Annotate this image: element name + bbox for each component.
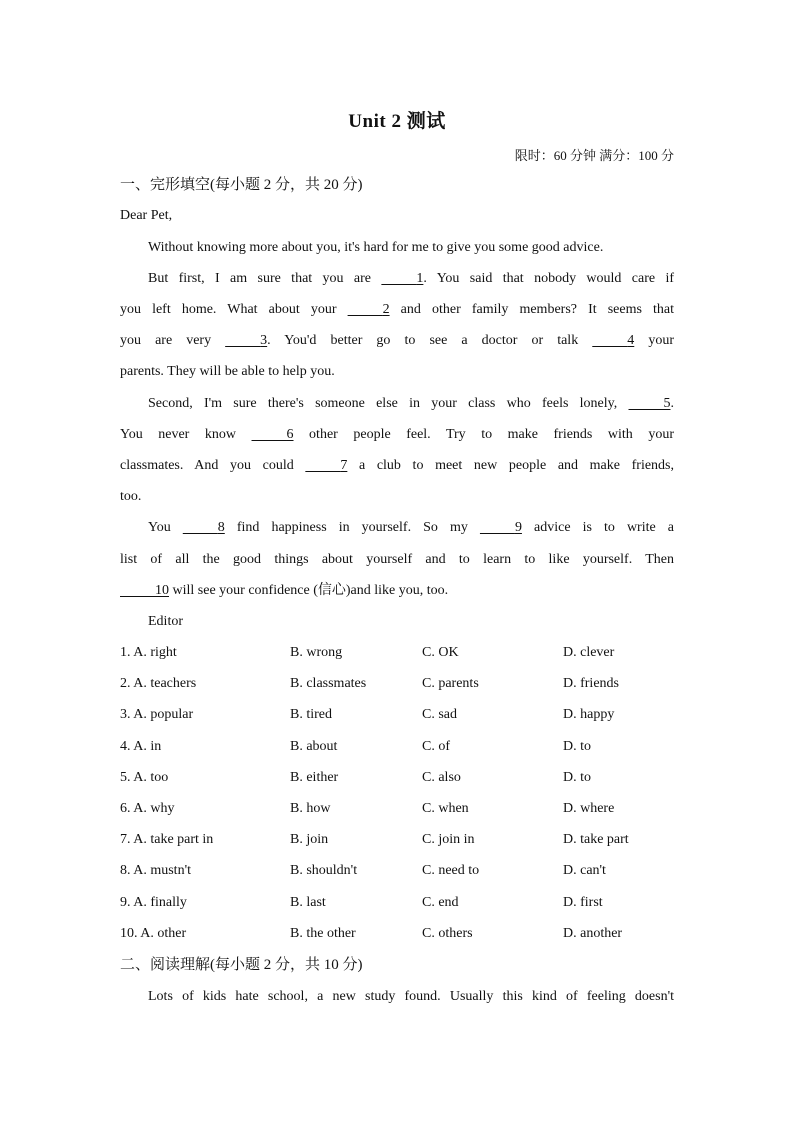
blank-number: 3	[260, 333, 268, 348]
text-segment: . You'd better go to see a doctor or talk	[267, 333, 593, 348]
option-c: C. OK	[422, 645, 459, 660]
text-segment: your	[634, 333, 674, 348]
option-row	[120, 768, 680, 788]
blank-8	[183, 518, 225, 538]
text-segment: will see your confidence (信心)and like you, too.	[169, 583, 449, 598]
passage-line: list of all the good things about yourself and to learn to like yourself. Then	[120, 552, 674, 567]
blank-number: 8	[217, 520, 225, 535]
option-b: B. either	[290, 769, 339, 785]
section-heading-reading: 二、阅读理解(每小题 2 分，共 10 分)	[120, 957, 363, 973]
text-segment: and other family members? It seems that	[389, 302, 674, 317]
section-heading-cloze: 一、完形填空(每小题 2 分，共 20 分)	[120, 177, 363, 193]
option-row	[120, 924, 680, 944]
option-a: 2. A. teachers	[120, 676, 197, 692]
blank-number: 10	[155, 583, 169, 598]
text-segment: . You said that nobody would care if	[423, 271, 675, 286]
option-b: B. classmates	[290, 676, 367, 692]
option-a: 8. A. mustn't	[120, 863, 191, 879]
option-row	[120, 674, 680, 694]
option-a: 10. A. other	[120, 925, 187, 941]
option-c: C. parents	[422, 676, 479, 692]
option-b: B. last	[290, 894, 326, 910]
passage-line: parents. They will be able to help you.	[120, 364, 335, 379]
passage-line	[120, 581, 674, 601]
option-row	[120, 799, 680, 819]
option-a: 4. A. in	[120, 738, 162, 754]
option-d: D. take part	[563, 832, 629, 848]
text-segment: you left home. What about your	[120, 302, 348, 317]
blank-number: 2	[382, 302, 390, 317]
passage-line	[148, 394, 674, 414]
option-b: B. wrong	[290, 645, 343, 660]
option-row	[120, 705, 680, 725]
blank-number: 6	[286, 427, 294, 442]
option-c: C. need to	[422, 863, 480, 879]
blank-7	[305, 456, 347, 476]
option-b: B. shouldn't	[290, 863, 358, 879]
option-d: D. friends	[563, 676, 619, 692]
option-a: 5. A. too	[120, 769, 169, 785]
text-segment: find happiness in yourself. So my	[224, 520, 480, 535]
option-b: B. the other	[290, 925, 356, 941]
blank-number: 5	[663, 396, 671, 411]
option-a: 9. A. finally	[120, 894, 187, 910]
option-c: C. when	[422, 801, 469, 816]
option-d: D. can't	[563, 863, 606, 879]
option-b: B. join	[290, 832, 329, 848]
passage-line	[148, 269, 674, 289]
passage-line: Lots of kids hate school, a new study found. Usually this kind of feeling doesn't	[148, 989, 674, 1004]
blank-3	[225, 331, 267, 351]
text-segment: classmates. And you could	[120, 458, 306, 473]
blank-2	[348, 300, 390, 320]
option-a: 6. A. why	[120, 801, 175, 816]
text-segment: a club to meet new people and make friends,	[347, 458, 674, 473]
option-d: D. to	[563, 738, 591, 754]
page-title: Unit 2 测试	[348, 111, 446, 132]
passage-line	[148, 518, 674, 538]
passage-line	[120, 456, 674, 476]
blank-number: 7	[340, 458, 348, 473]
option-c: C. others	[422, 925, 473, 941]
option-d: D. to	[563, 769, 591, 785]
text-segment: advice is to write a	[521, 520, 674, 535]
option-row	[120, 893, 680, 913]
blank-number: 1	[416, 271, 424, 286]
blank-1	[381, 269, 423, 289]
letter-signature: Editor	[148, 614, 183, 629]
passage-line	[120, 425, 674, 445]
blank-number: 9	[514, 520, 522, 535]
letter-greeting: Dear Pet,	[120, 208, 173, 223]
time-limit: 限时：60 分钟 满分：100 分	[514, 148, 674, 163]
option-b: B. tired	[290, 707, 332, 723]
option-d: D. clever	[563, 645, 615, 660]
option-d: D. happy	[563, 707, 615, 723]
passage-line: too.	[120, 489, 142, 504]
option-row	[120, 830, 680, 850]
option-d: D. where	[563, 801, 615, 816]
option-row	[120, 861, 680, 881]
option-c: C. end	[422, 894, 459, 910]
option-row	[120, 643, 680, 663]
text-segment: But first, I am sure that you are	[148, 271, 382, 286]
passage-line	[120, 331, 674, 351]
option-c: C. sad	[422, 707, 457, 723]
text-segment: You	[148, 520, 183, 535]
option-c: C. of	[422, 738, 450, 754]
text-segment: other people feel. Try to make friends with your	[293, 427, 674, 442]
passage-line: Without knowing more about you, it's hard for me to give you some good advice.	[148, 240, 604, 255]
option-b: B. about	[290, 738, 338, 754]
text-segment: You never know	[120, 427, 252, 442]
option-c: C. join in	[422, 832, 475, 848]
blank-5	[629, 394, 671, 414]
passage-line	[120, 300, 674, 320]
option-a: 3. A. popular	[120, 707, 194, 723]
option-c: C. also	[422, 769, 461, 785]
option-d: D. first	[563, 894, 603, 910]
option-d: D. another	[563, 925, 623, 941]
text-segment: .	[670, 396, 674, 411]
blank-4	[592, 331, 634, 351]
blank-6	[252, 425, 294, 445]
blank-9	[480, 518, 522, 538]
option-row	[120, 737, 680, 757]
option-a: 7. A. take part in	[120, 832, 214, 848]
text-segment: Second, I'm sure there's someone else in your class who feels lonely,	[148, 396, 629, 411]
blank-number: 4	[627, 333, 635, 348]
text-segment: you are very	[120, 333, 226, 348]
option-b: B. how	[290, 801, 331, 816]
option-a: 1. A. right	[120, 645, 177, 660]
blank-10	[120, 581, 169, 601]
